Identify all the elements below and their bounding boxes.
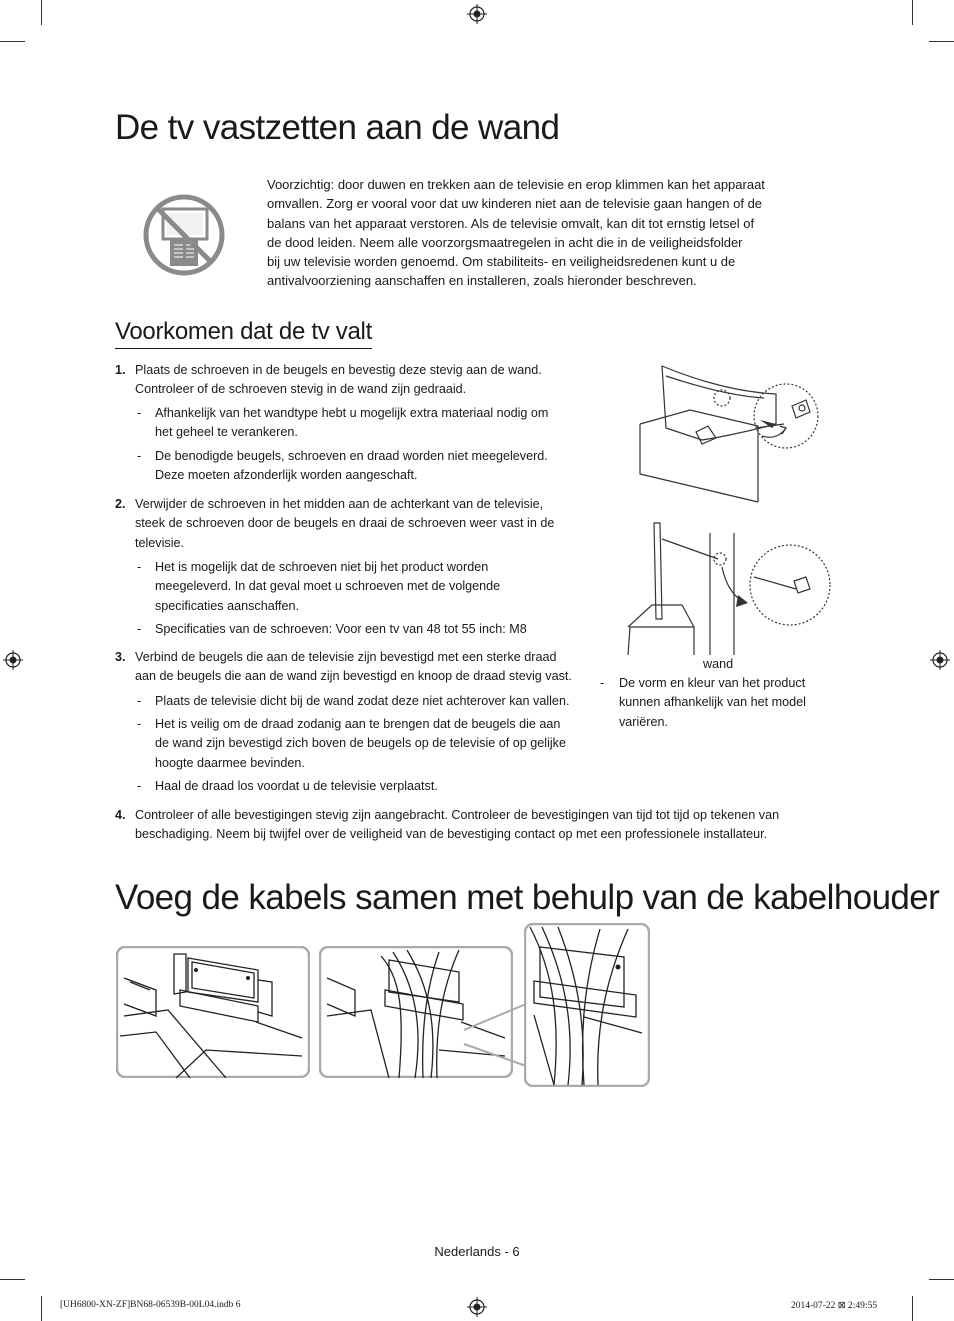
sub-item bbox=[137, 620, 597, 639]
cable-holder-step-1-illustration bbox=[116, 946, 310, 1078]
dash: - bbox=[137, 717, 142, 731]
tv-back-bracket-illustration bbox=[636, 362, 836, 504]
dash: - bbox=[600, 676, 605, 690]
crop-mark bbox=[41, 0, 42, 25]
page-footer: Nederlands - 6 bbox=[434, 1244, 520, 1259]
crop-mark bbox=[912, 0, 913, 25]
step-line: televisie. bbox=[135, 535, 184, 550]
step-line: Verbind de beugels die aan de televisie zijn bevestigd met een sterke draad bbox=[135, 650, 557, 664]
step-line: Controleer of alle bevestigingen stevig zijn aangebracht. Controleer de bevestigingen van tijd tot tijd op tekenen van bbox=[135, 808, 780, 822]
warning-line: balans van het apparaat verstoren. Als de televisie omvalt, kan dit tot ernstig letsel of bbox=[267, 215, 755, 231]
no-climbing-warning-icon bbox=[141, 193, 227, 277]
step-line: Verwijder de schroeven in het midden aan de achterkant van de televisie, bbox=[135, 497, 544, 511]
sub-line: hoogte daarmee bevinden. bbox=[155, 755, 305, 770]
page-title: De tv vastzetten aan de wand bbox=[115, 108, 560, 147]
step-1 bbox=[115, 361, 595, 400]
step-3 bbox=[115, 648, 595, 687]
dash: - bbox=[137, 694, 142, 708]
dash: - bbox=[137, 779, 142, 793]
step-number: 2. bbox=[115, 497, 126, 511]
dash: - bbox=[137, 406, 142, 420]
sub-item bbox=[137, 447, 597, 486]
warning-line: antivalvoorziening aanschaffen en installeren, zoals hieronder beschreven. bbox=[267, 273, 697, 289]
registration-mark-icon bbox=[467, 1297, 487, 1317]
sub-line: Afhankelijk van het wandtype hebt u mogelijk extra materiaal nodig om bbox=[155, 406, 549, 420]
sub-line: Plaats de televisie dicht bij de wand zodat deze niet achterover kan vallen. bbox=[155, 694, 570, 708]
sub-line: meegeleverd. In dat geval moet u schroeven met de volgende bbox=[155, 579, 501, 594]
sub-line: Haal de draad los voordat u de televisie verplaatst. bbox=[155, 779, 438, 793]
crop-mark bbox=[929, 1279, 954, 1280]
crop-mark bbox=[929, 41, 954, 42]
registration-mark-icon bbox=[930, 650, 950, 670]
dash: - bbox=[137, 622, 142, 636]
sub-item bbox=[137, 558, 597, 616]
crop-mark bbox=[0, 41, 25, 42]
step-line: steek de schroeven door de beugels en draai de schroeven weer vast in de bbox=[135, 516, 555, 531]
sub-line: de wand zijn bevestigd zich boven de beugels op de televisie of op gelijke bbox=[155, 736, 566, 751]
step-number: 4. bbox=[115, 808, 126, 822]
crop-mark bbox=[0, 1279, 25, 1280]
warning-line: omvallen. Zorg er vooral voor dat uw kinderen niet aan de televisie gaan hangen of de bbox=[267, 196, 763, 212]
step-line: Plaats de schroeven in de beugels en bevestig deze stevig aan de wand. bbox=[135, 363, 542, 377]
note-line: variëren. bbox=[619, 714, 668, 729]
figure-note bbox=[600, 674, 830, 732]
wall-label: wand bbox=[703, 657, 734, 671]
warning-text bbox=[267, 175, 827, 291]
registration-mark-icon bbox=[3, 650, 23, 670]
step-4 bbox=[115, 806, 835, 845]
crop-mark bbox=[912, 1296, 913, 1321]
sub-line: De benodigde beugels, schroeven en draad worden niet meegeleverd. bbox=[155, 449, 548, 463]
warning-line: de dood leiden. Neem alle voorzorgsmaatregelen in acht die in de veiligheidsfolder bbox=[267, 234, 743, 250]
sub-line: Het is mogelijk dat de schroeven niet bij het product worden bbox=[155, 560, 489, 574]
warning-line: bij uw televisie worden genoemd. Om stabiliteits- en veiligheidsredenen kunt u de bbox=[267, 254, 736, 270]
registration-mark-icon bbox=[467, 4, 487, 24]
section-title: Voorkomen dat de tv valt bbox=[115, 318, 372, 349]
cable-holder-detail-illustration bbox=[524, 923, 650, 1087]
sub-line: het geheel te verankeren. bbox=[155, 425, 298, 440]
tv-wall-side-illustration bbox=[626, 519, 836, 659]
step-2 bbox=[115, 495, 595, 553]
sub-item bbox=[137, 404, 597, 443]
step-number: 3. bbox=[115, 650, 126, 664]
note-line: kunnen afhankelijk van het model bbox=[619, 695, 806, 710]
sub-line: specificaties aanschaffen. bbox=[155, 598, 299, 613]
step-line: aan de beugels die aan de wand zijn bevestigd en knoop de draad stevig vast. bbox=[135, 669, 572, 684]
step-line: Controleer of de schroeven stevig in de wand zijn gedraaid. bbox=[135, 382, 467, 397]
sub-line: Deze moeten afzonderlijk worden aangeschaft. bbox=[155, 468, 418, 483]
crop-mark bbox=[41, 1296, 42, 1321]
step-number: 1. bbox=[115, 363, 126, 377]
dash: - bbox=[137, 449, 142, 463]
print-date-slug: 2014-07-22 ⊠ 2:49:55 bbox=[791, 1301, 878, 1311]
sub-item bbox=[137, 777, 597, 796]
dash: - bbox=[137, 560, 142, 574]
step-line: beschadiging. Neem bij twijfel over de veiligheid van de bevestiging contact op met een professionele installateur. bbox=[135, 827, 768, 842]
print-file-slug: [UH6800-XN-ZF]BN68-06539B-00L04.indb 6 bbox=[60, 1300, 241, 1310]
sub-item bbox=[137, 692, 597, 711]
note-line: De vorm en kleur van het product bbox=[619, 676, 806, 690]
sub-item bbox=[137, 715, 597, 773]
warning-line: Voorzichtig: door duwen en trekken aan de televisie en erop klimmen kan het apparaat bbox=[267, 177, 765, 192]
cable-holder-zoom-connector bbox=[460, 1000, 530, 1070]
section-title-cables: Voeg de kabels samen met behulp van de kabelhouder bbox=[115, 878, 940, 917]
sub-line: Het is veilig om de draad zodanig aan te brengen dat de beugels die aan bbox=[155, 717, 561, 731]
sub-line: Specificaties van de schroeven: Voor een tv van 48 tot 55 inch: M8 bbox=[155, 622, 527, 636]
